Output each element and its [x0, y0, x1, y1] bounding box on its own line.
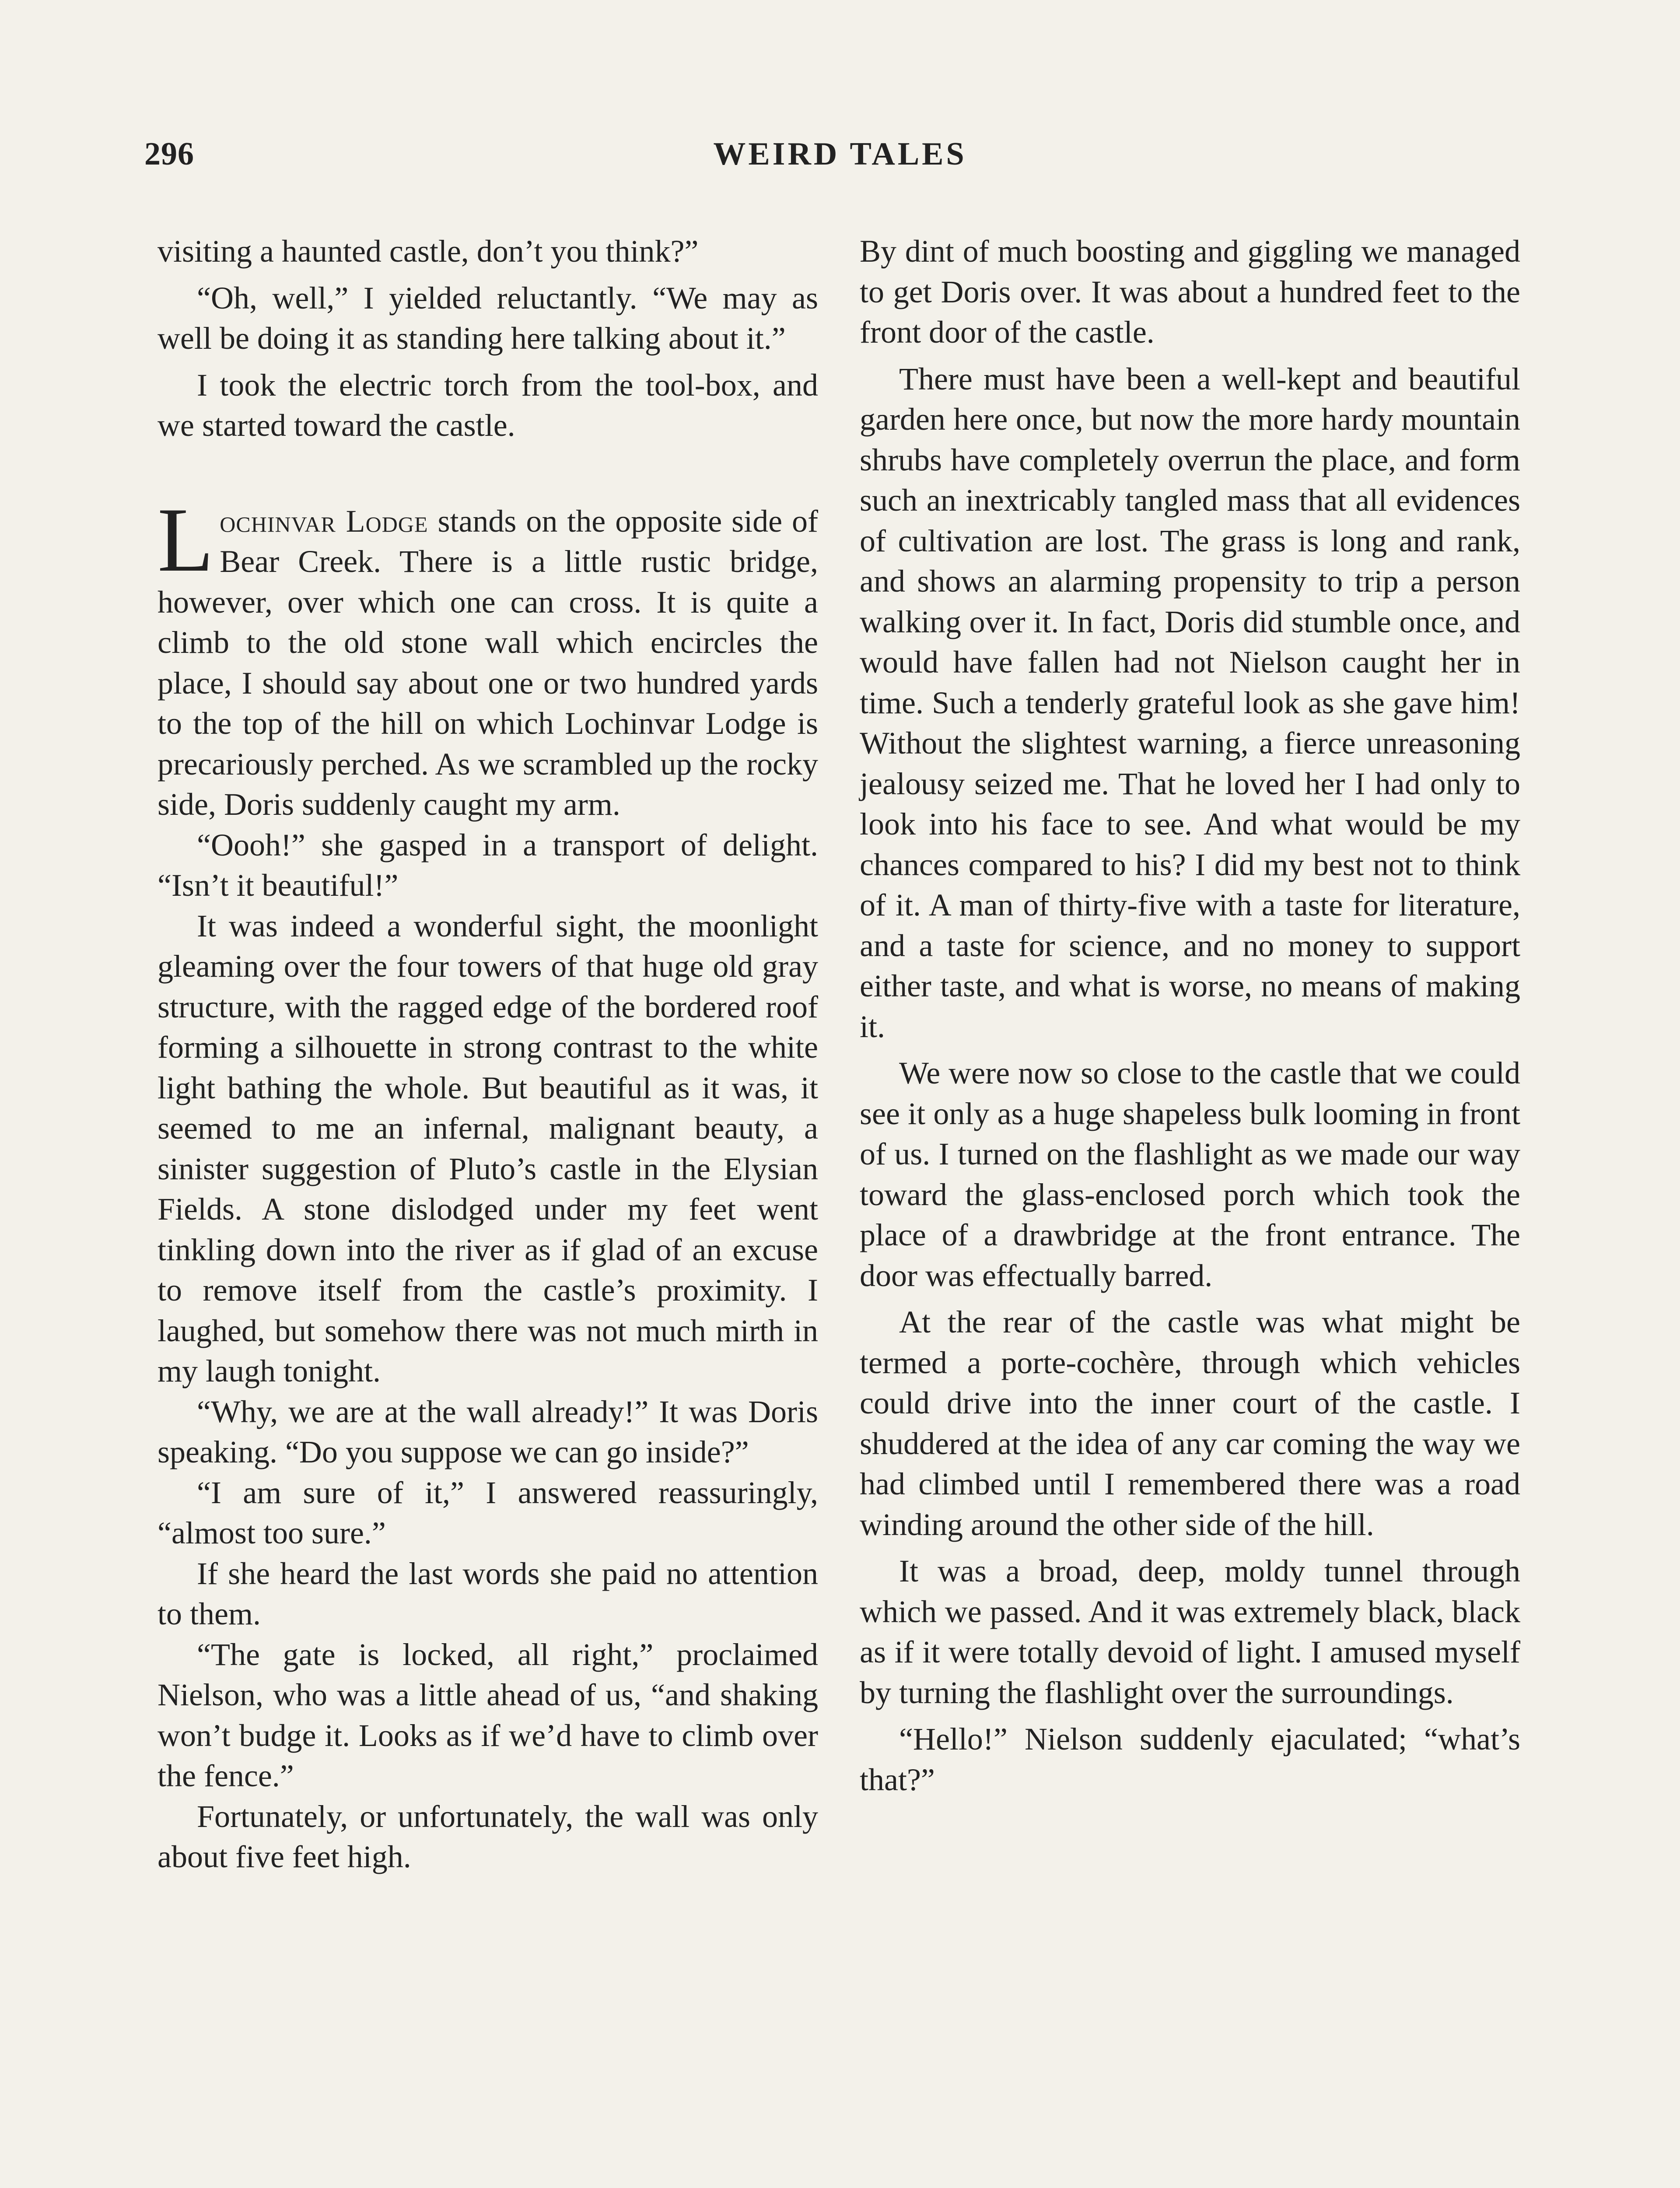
paragraph: At the rear of the castle was what might be termed a porte-cochère, through which vehicles could drive into the inner court of the castle. I shuddered at the idea of any car coming the way we had climbed until I remembered there was a road winding around the other side of the hill.: [860, 1304, 1520, 1542]
paragraph: There must have been a well-kept and beautiful garden here once, but now the more hardy mountain shrubs have completely overrun the place, and form such an inextricably tangled mass that all evidences of cultivation are lost. The grass is long and rank, and shows an alarming propensity to trip a person walking over it. In fact, Doris did stumble once, and would have fallen had not Nielson caught her in time. Such a tenderly grateful look as she gave him! Without the slightest warning, a fierce unreasoning jealousy seized me. That he loved her I had only to look into his face to see. And what would be my chances compared to his? I did my best not to think of it. A man of thirty-five with a taste for literature, and a taste for science, and no money to support either taste, and what is worse, no means of making it.: [860, 361, 1520, 1044]
left-column: [158, 231, 818, 1877]
section-opening-paragraph: [158, 489, 819, 825]
paragraph: We were now so close to the castle that we could see it only as a huge shapeless bulk looming in front of us. I turned on the flashlight as we made our way toward the glass-enclosed porch which took the place of a drawbridge at the front entrance. The door was effectually barred.: [860, 1055, 1520, 1293]
paragraph: It was indeed a wonderful sight, the moonlight gleaming over the four towers of that huge old gray structure, with the ragged edge of the bordered roof forming a silhouette in strong contrast to the white light bathing the whole. But beautiful as it was, it seemed to me an infernal, malignant beauty, a sinister suggestion of Pluto’s castle in the Elysian Fields. A stone dislodged under my feet went tinkling down into the river as if glad of an excuse to remove itself from the castle’s proximity. I laughed, but somehow there was not much mirth in my laugh tonight.: [158, 908, 818, 1389]
paragraph: I took the electric torch from the tool-box, and we started toward the castle.: [158, 367, 818, 443]
paragraph: “Hello!” Nielson suddenly ejaculated; “what’s that?”: [860, 1722, 1520, 1797]
paragraph: It was a broad, deep, moldy tunnel through which we passed. And it was extremely black, black as if it were totally devoid of light. I amused myself by turning the flashlight over the surroundings.: [860, 1553, 1520, 1710]
page-header: [144, 136, 1536, 184]
paragraph: “Oh, well,” I yielded reluctantly. “We may as well be doing it as standing here talking about it.”: [158, 280, 818, 356]
paragraph-text: stands on the opposite side of Bear Creek. There is a little rustic bridge, however, over which one can cross. It is quite a climb to the old stone wall which encircles the place, I should say about one or two hundred yards to the top of the hill on which Lochinvar Lodge is precariously perched. As we scrambled up the rocky side, Doris suddenly caught my arm.: [158, 503, 819, 822]
paragraph: visiting a haunted castle, don’t you think?”: [158, 234, 699, 269]
right-column: [860, 231, 1520, 1800]
paragraph: “Why, we are at the wall already!” It was Doris speaking. “Do you suppose we can go inside?”: [158, 1394, 818, 1469]
paragraph: If she heard the last words she paid no attention to them.: [158, 1556, 818, 1631]
page-number: 296: [144, 136, 194, 172]
drop-cap: L: [158, 489, 214, 591]
paragraph: “Oooh!” she gasped in a transport of delight. “Isn’t it beautiful!”: [158, 827, 818, 903]
paragraph: “The gate is locked, all right,” proclaimed Nielson, who was a little ahead of us, “and shaking won’t budge it. Looks as if we’d have to climb over the fence.”: [158, 1637, 818, 1793]
running-head: WEIRD TALES: [713, 136, 967, 172]
lead-in-smallcaps: ochinvar Lodge: [220, 503, 428, 539]
paragraph: “I am sure of it,” I answered reassuringly, “almost too sure.”: [158, 1475, 818, 1550]
paragraph: Fortunately, or unfortunately, the wall was only about five feet high.: [158, 1799, 818, 1874]
paragraph: By dint of much boosting and giggling we managed to get Doris over. It was about a hundred feet to the front door of the castle.: [860, 234, 1520, 350]
